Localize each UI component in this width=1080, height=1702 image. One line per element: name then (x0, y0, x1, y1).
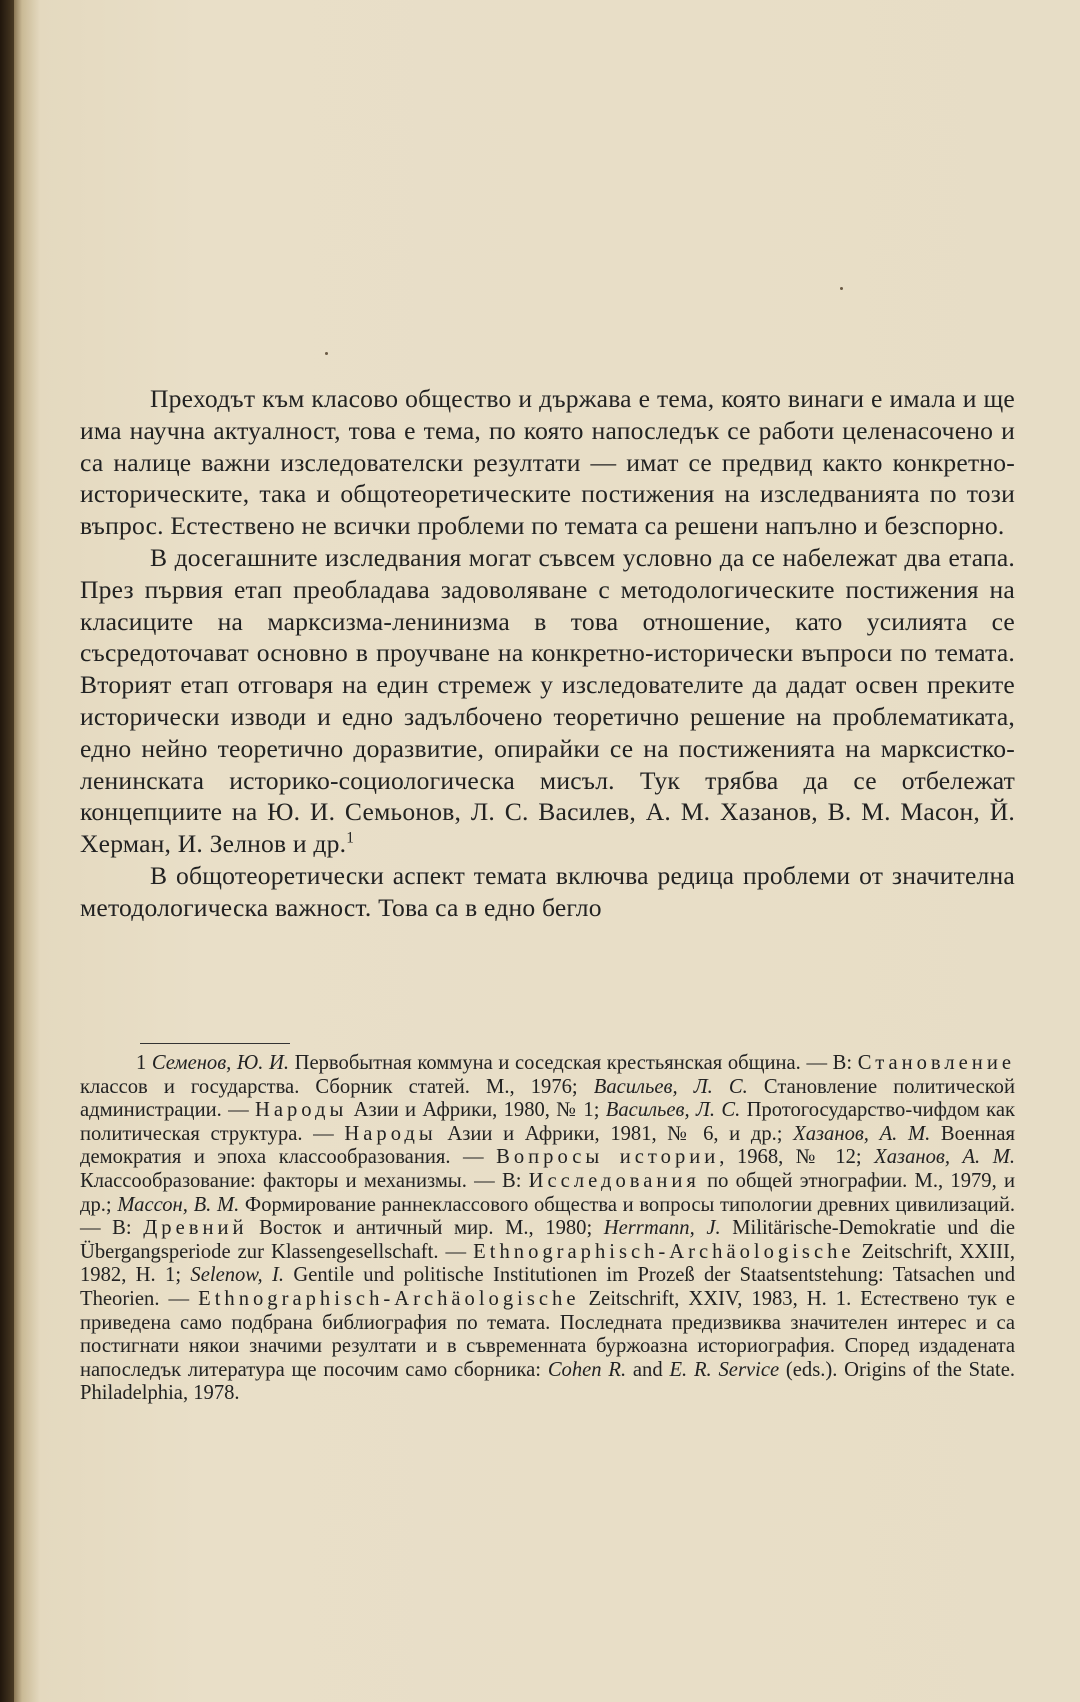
footnote-author: E. R. Service (669, 1358, 780, 1381)
footnote-text: , 1968, № 12; (719, 1146, 875, 1169)
footnotes (80, 1052, 1015, 1406)
footnote-text: and (626, 1358, 670, 1381)
footnote-text: 1 (136, 1052, 152, 1074)
footnote-author: Хазанов, А. М. (793, 1122, 931, 1145)
footnote-author: Массон, В. М. (117, 1193, 240, 1216)
footnote-text: Формирование раннеклассового общества и вопросы типологии древних цивилизаций. — В: (80, 1193, 1015, 1240)
footnote-text: Восток и античный мир. М., 1980; (247, 1217, 604, 1240)
footnote-author: Семенов, Ю. И. (151, 1052, 289, 1074)
footnote-text: классов и государства. Сборник статей. М., 1976; (80, 1075, 594, 1098)
print-speck (840, 287, 843, 290)
footnote-source-title: Ethnographisch-Archäologische (473, 1240, 855, 1263)
footnote-author: Selenow, I. (190, 1264, 285, 1287)
main-text (80, 383, 1015, 924)
paragraph-2-text: В досегашните изследвания могат съвсем условно да се набележат два етапа. През първия етап преобладава задоволяване с методологическите постижения на класиците на марксизма-ленинизма в това отношение, като усилията се съсредоточават основно в проучване на конкретно-исторически въпроси по темата. Вторият етап отговаря на един стремеж у изследователите да дадат освен преките исторически изводи и едно задълбочено теоретично решение на проблематиката, едно нейно теоретично доразвитие, опирайки се на постиженията на марксистко-ленинската историко-социологическа мисъл. Тук трябва да се отбележат концепциите на Ю. И. Семьонов, Л. С. Василев, А. М. Хазанов, В. М. Масон, Й. Херман, И. Зелнов и др. (80, 542, 1015, 859)
paragraph-2 (80, 542, 1015, 860)
footnote-source-title: Народы (344, 1122, 437, 1145)
footnote-source-title: Становление (857, 1052, 1015, 1074)
print-speck (325, 352, 328, 355)
footnote-text: по общей этнографии. М., 1979, и др.; (80, 1169, 1016, 1216)
footnote-text: Становление политической администрации. — (80, 1075, 1015, 1122)
footnote-reference: 1 (346, 829, 355, 847)
footnote-text: Gentile und politische Institutionen im Prozeß der Staatsentstehung: Tatsachen und Theorien. — (80, 1264, 1016, 1310)
footnote-text: Zeitschrift, XXIV, 1983, H. 1. Естествено тук е приведена само подбрана библиография по темата. Последната предизвиква значителен интерес и са постигнати някои значими резултати и в съвременната буржоазна историография. Според издадената напоследък литература ще посочим само сборника: (80, 1287, 1016, 1381)
book-spine-shadow (0, 0, 14, 1702)
footnote-source-title: Ethnographisch-Archäologische (198, 1287, 580, 1310)
footnote-text: Военная демократия и эпоха классообразования. — (80, 1122, 1016, 1169)
footnote-author: Васильев, Л. С. (593, 1075, 748, 1098)
paragraph-1: Преходът към класово общество и държава е тема, която винаги е имала и ще има научна актуалност, това е тема, по която напоследък се работи целенасочено и са налице важни изследователски резултати — имат се предвид както конкретно-историческите, така и общотеоретическите постижения на изследванията по този въпрос. Естествено не всички проблеми по темата са решени напълно и безспорно. (80, 384, 1015, 541)
footnote-author: Cohen R. (547, 1358, 627, 1381)
footnote-source-title: Древний (143, 1217, 248, 1240)
footnote-text: Классообразование: факторы и механизмы. — В: (80, 1169, 529, 1192)
footnote-author: Herrmann, J. (603, 1217, 721, 1240)
footnote-text: (eds.). Origins of the State. Philadelphia, 1978. (80, 1358, 1015, 1405)
footnote-source-title: Народы (255, 1099, 348, 1122)
footnote-author: Хазанов, А. М. (874, 1146, 1016, 1169)
footnote-text: Первобытная коммуна и соседская крестьянская община. — В: (289, 1052, 858, 1074)
footnote-text: Militärische-Demokratie und die Übergangsperiode zur Klassengesellschaft. — (80, 1217, 1015, 1263)
footnote-source-title: Вопросы истории (496, 1146, 720, 1169)
footnote-1 (80, 1052, 1015, 1406)
footnote-text: Протогосударство-чифдом как политическая структура. — (80, 1099, 1015, 1145)
footnote-text: Азии и Африки, 1981, № 6, и др.; (436, 1122, 794, 1145)
footnote-text: Азии и Африки, 1980, № 1; (347, 1099, 606, 1122)
footnote-divider (140, 1043, 290, 1044)
footnote-author: Васильев, Л. С. (605, 1099, 741, 1122)
footnote-source-title: Исследования (528, 1169, 700, 1192)
footnote-text: Zeitschrift, XXIII, 1982, H. 1; (80, 1240, 1015, 1287)
paragraph-3: В общотеоретически аспект темата включва редица проблеми от значителна методологическа важност. Това са в едно бегло (80, 860, 1015, 922)
